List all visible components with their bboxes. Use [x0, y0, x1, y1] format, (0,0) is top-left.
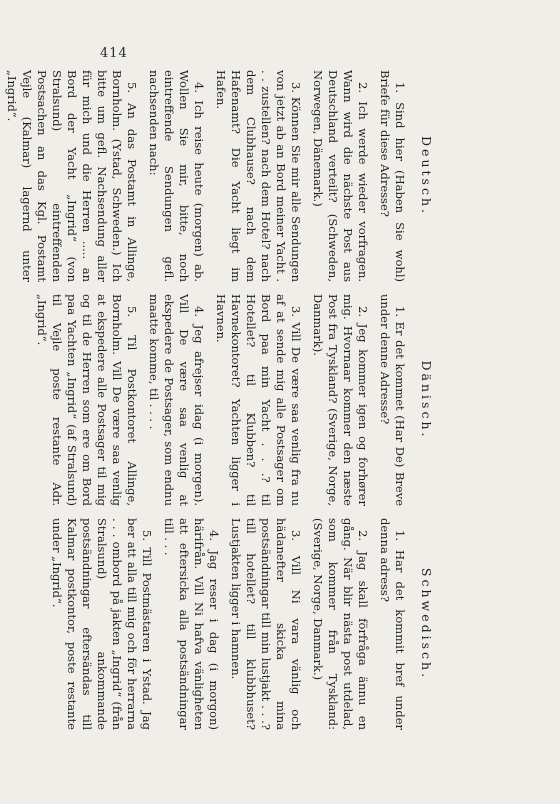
column-deutsch [5, 70, 435, 282]
phrase-item: 2. Jeg kommer igen og forhører mig. Hvornaar kommer den næste Post fra Tyskland? (Sverige, Norge, Danmark). [311, 294, 370, 506]
phrase-item: 2. Jag skall förfråga ännu en gång. När blir nästa post utdelad, som kommer från Tyskland: (Sverige, Norge, Danmark.) [311, 518, 370, 730]
phrase-item: 1. Har det kommit bref under denna adress? [378, 518, 407, 730]
phrase-item: 3. Vill De være saa venlig fra nu af at sende mig alle Postsager om Bord paa min Yacht . . .? til Hotellet? til Klubben? til Havnekontoret? Yachten ligger i Havnen. [214, 294, 303, 506]
phrase-item: 4. Ich reise heute (morgen) ab. Wollen Sie mir, bitte, noch eintreffende Sendungen gefl. nachsenden nach: [147, 70, 206, 282]
phrase-item: 5. Till Postmästaren i Ystad. Jag ber att alla till mig och för herrarna . . . ombord på jakten „Ingrid“ (från Stralsund) ankommande postsändningar eftersändas till Kalmar postkontor, poste restante under „Ingrid“. [50, 518, 154, 730]
phrase-item: 1. Sind hier (Haben Sie wohl) Briefe für diese Adresse? [378, 70, 407, 282]
phrase-item: 1. Er det kommet (Har De) Breve under denne Adresse? [378, 294, 407, 506]
column-title: Schwedisch. [419, 567, 434, 681]
phrase-item: 4. Jag reser i dag (i morgon) härifrån. Vill Ni hafva vänligheten att eftersicka alla postsändningar till . . . [162, 518, 221, 730]
page-number: 414 [100, 46, 128, 61]
column-title: Deutsch. [419, 136, 434, 216]
phrase-item: 5. Til Postkontoret Allinge, Bornholm. Vill De være saa venlig at ekspedere alle Postsager til mig og til de Herren som ere om Bord paa Yachten „Ingrid“ (af Stralsund) til Vejle poste restante Adr. „Ingrid“. [35, 294, 139, 506]
phrase-item: 3. Vill Ni vara vänlig och hädanefter skicka mina postsändningar till min lustjakt . . .? till hotellet? till klubbhuset? Lustjakten ligger i hamnen. [229, 518, 303, 730]
phrase-item: 4. Jeg afrejser idag (i morgen). Vill De være saa venlig at ekspedere de Postsager, som endnu maatte komme, til . . . . [147, 294, 206, 506]
phrase-item: 2. Ich werde wieder vorfragen. Wann wird die nächste Post aus Deutschland verteilt? (Schweden, Norwegen, Dänemark.) [311, 70, 370, 282]
column-daenisch [35, 294, 435, 506]
column-schwedisch [50, 518, 435, 730]
phrase-item: 3. Können Sie mir alle Sendungen von jetzt ab an Bord meiner Yacht . . . zustellen? nach dem Hotel? nach dem Clubhause? nach dem Hafenamt? Die Yacht liegt im Hafen. [214, 70, 303, 282]
column-title: Dänisch. [419, 360, 434, 440]
phrase-item: 5. An das Postamt in Allinge, Bornholm. (Ystad, Schweden.) Ich bitte um gefl. Nachsendung aller für mich und die Herren ..... an Bord der Yacht „Ingrid“ (von Stralsund) eintreffenden Postsachen an das Kgl. Postamt Vejle (Kalmar) lagernd unter „Ingrid“. [5, 70, 139, 282]
rotated-text-block [5, 70, 435, 730]
